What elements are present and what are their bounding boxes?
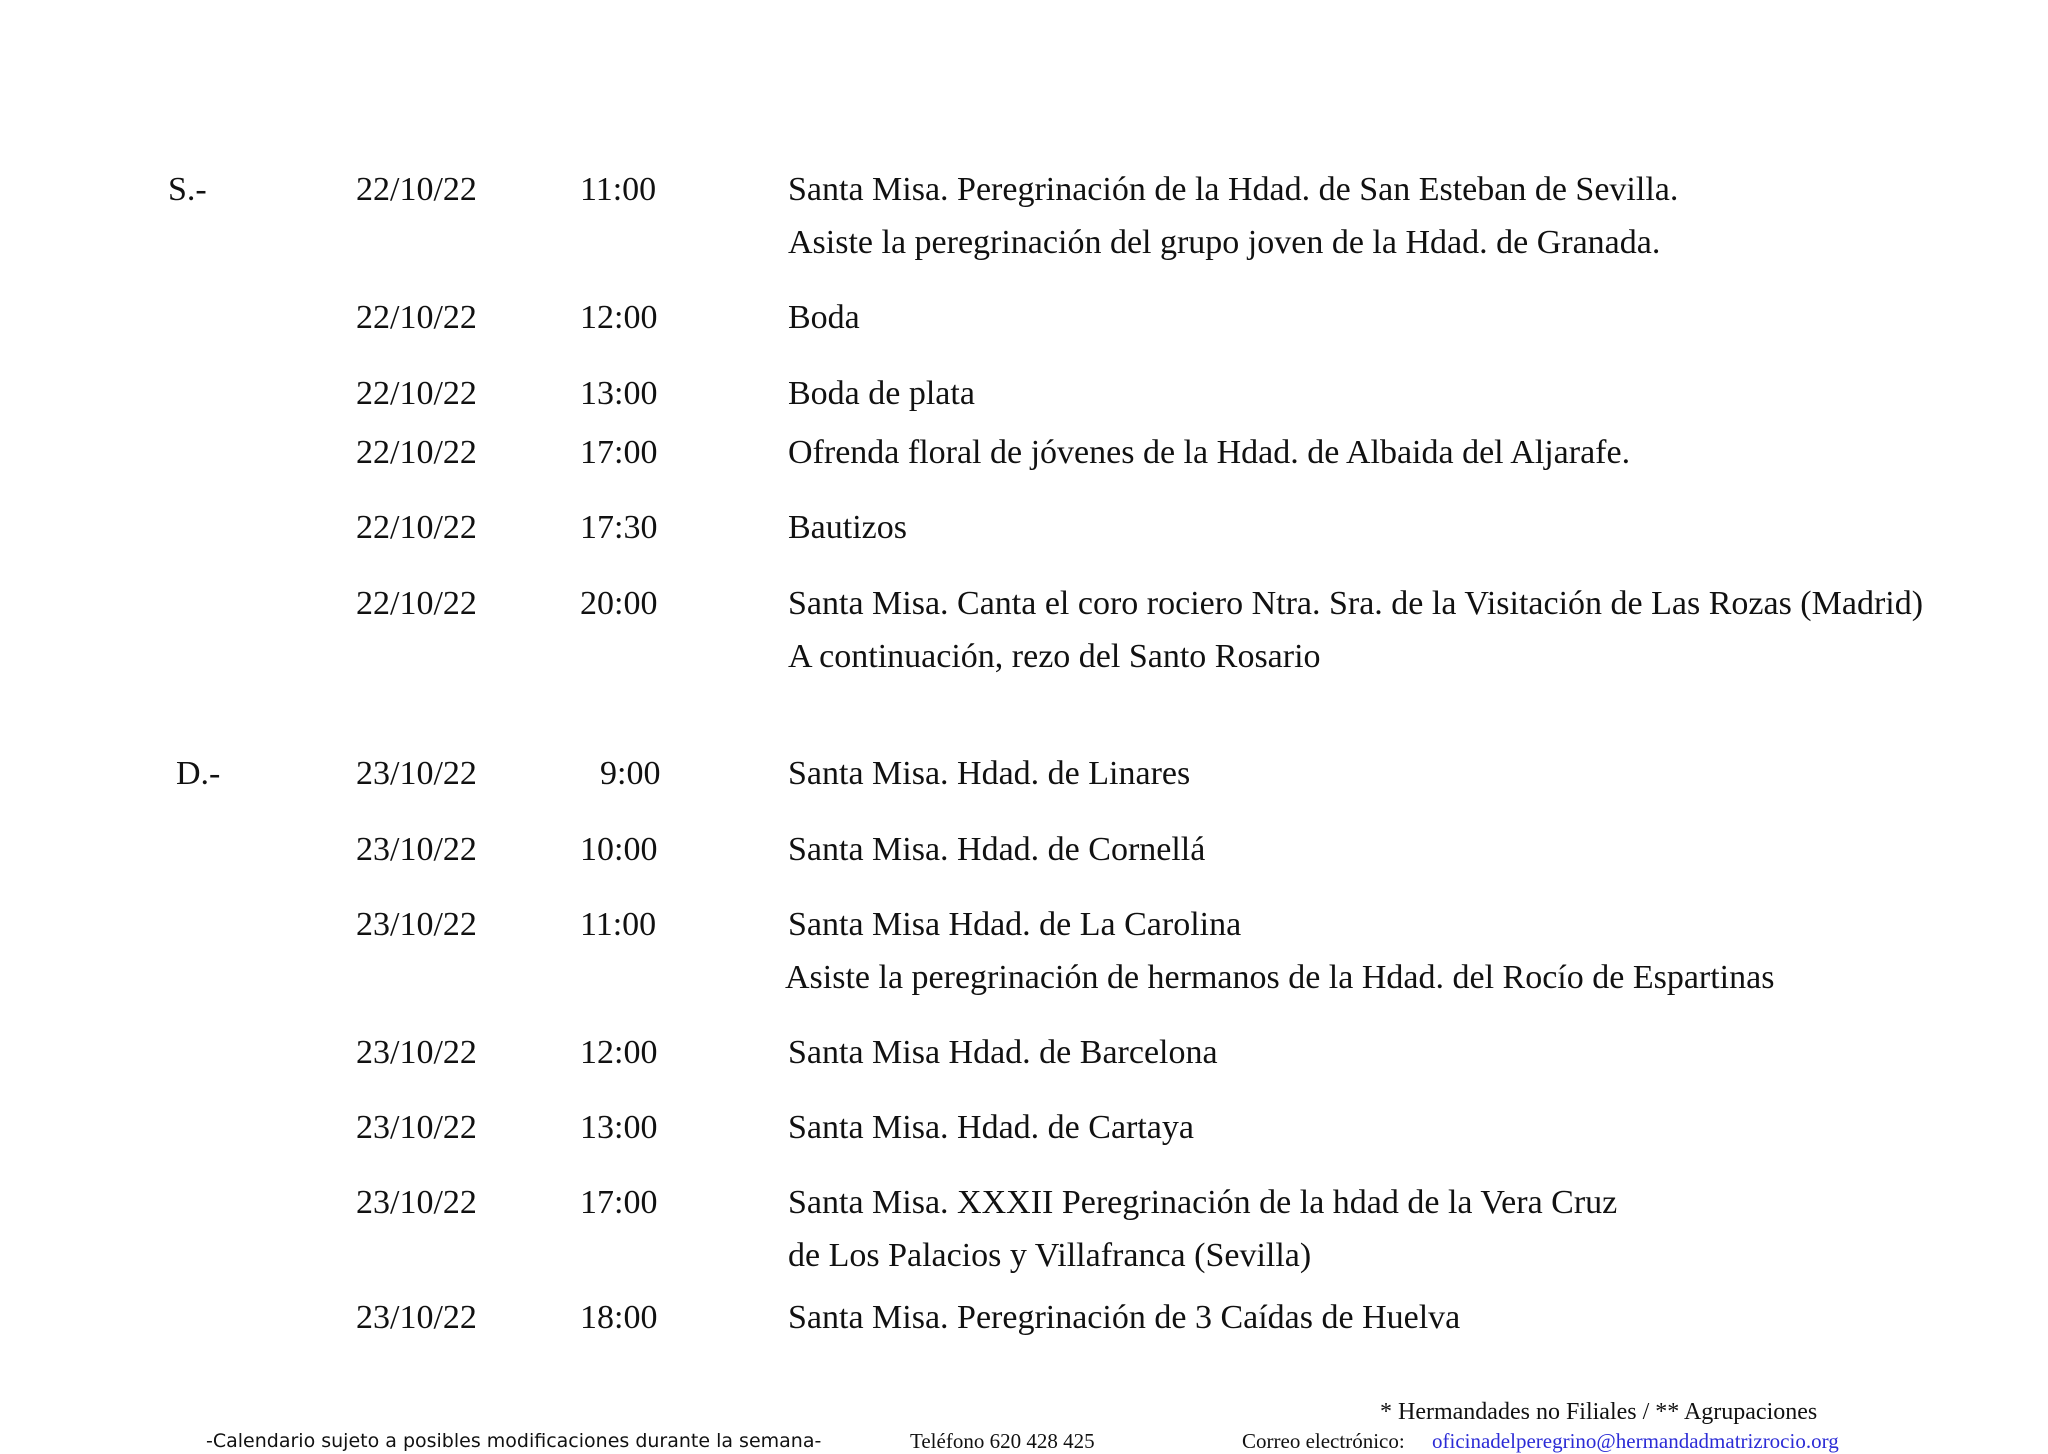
row-description-continued: Asiste la peregrinación del grupo joven de la Hdad. de Granada. [788,224,1661,261]
row-description: Santa Misa Hdad. de Barcelona [788,1034,1218,1071]
row-description-continued: Asiste la peregrinación de hermanos de la Hdad. del Rocío de Espartinas [785,959,1775,996]
row-date: 23/10/22 [356,906,477,943]
row-description: Santa Misa Hdad. de La Carolina [788,906,1242,943]
row-description: Santa Misa. XXXII Peregrinación de la hdad de la Vera Cruz [788,1184,1618,1221]
row-time: 13:00 [580,1109,658,1146]
day-label-sunday: D.- [176,755,221,792]
email-link[interactable]: oficinadelperegrino@hermandadmatrizrocio.org [1432,1429,1839,1453]
row-date: 22/10/22 [356,375,477,412]
row-date: 23/10/22 [356,1299,477,1336]
row-description: Santa Misa. Hdad. de Cartaya [788,1109,1194,1146]
row-time: 9:00 [600,755,661,792]
row-description: Ofrenda floral de jóvenes de la Hdad. de Albaida del Aljarafe. [788,434,1631,471]
row-time: 11:00 [580,906,657,943]
row-time: 13:00 [580,375,658,412]
row-time: 17:00 [580,1184,658,1221]
row-description: Santa Misa. Peregrinación de 3 Caídas de Huelva [788,1299,1461,1336]
row-date: 23/10/22 [356,1109,477,1146]
row-date: 23/10/22 [356,1034,477,1071]
row-time: 12:00 [580,299,658,336]
row-date: 23/10/22 [356,1184,477,1221]
day-label-saturday: S.- [168,171,207,208]
row-date: 22/10/22 [356,171,477,208]
row-time: 20:00 [580,585,658,622]
row-description: Santa Misa. Canta el coro rociero Ntra. Sra. de la Visitación de Las Rozas (Madrid) [788,585,1924,622]
row-description: Bautizos [788,509,907,546]
phone-number: Teléfono 620 428 425 [910,1429,1095,1453]
row-date: 22/10/22 [356,299,477,336]
row-description-continued: de Los Palacios y Villafranca (Sevilla) [788,1237,1312,1274]
row-date: 22/10/22 [356,434,477,471]
row-description-continued: A continuación, rezo del Santo Rosario [788,638,1321,675]
row-date: 23/10/22 [356,755,477,792]
row-time: 18:00 [580,1299,658,1336]
row-date: 23/10/22 [356,831,477,868]
row-description: Santa Misa. Hdad. de Cornellá [788,831,1206,868]
row-time: 12:00 [580,1034,658,1071]
row-time: 17:30 [580,509,658,546]
row-description: Boda de plata [788,375,975,412]
row-time: 11:00 [580,171,657,208]
email-label: Correo electrónico: [1242,1429,1405,1453]
legend-note: * Hermandades no Filiales / ** Agrupaciones [1380,1399,1818,1425]
row-time: 10:00 [580,831,658,868]
row-description: Boda [788,299,860,336]
row-time: 17:00 [580,434,658,471]
row-date: 22/10/22 [356,585,477,622]
row-date: 22/10/22 [356,509,477,546]
row-description: Santa Misa. Peregrinación de la Hdad. de San Esteban de Sevilla. [788,171,1679,208]
row-description: Santa Misa. Hdad. de Linares [788,755,1191,792]
calendar-disclaimer: -Calendario sujeto a posibles modificaciones durante la semana- [206,1430,822,1452]
